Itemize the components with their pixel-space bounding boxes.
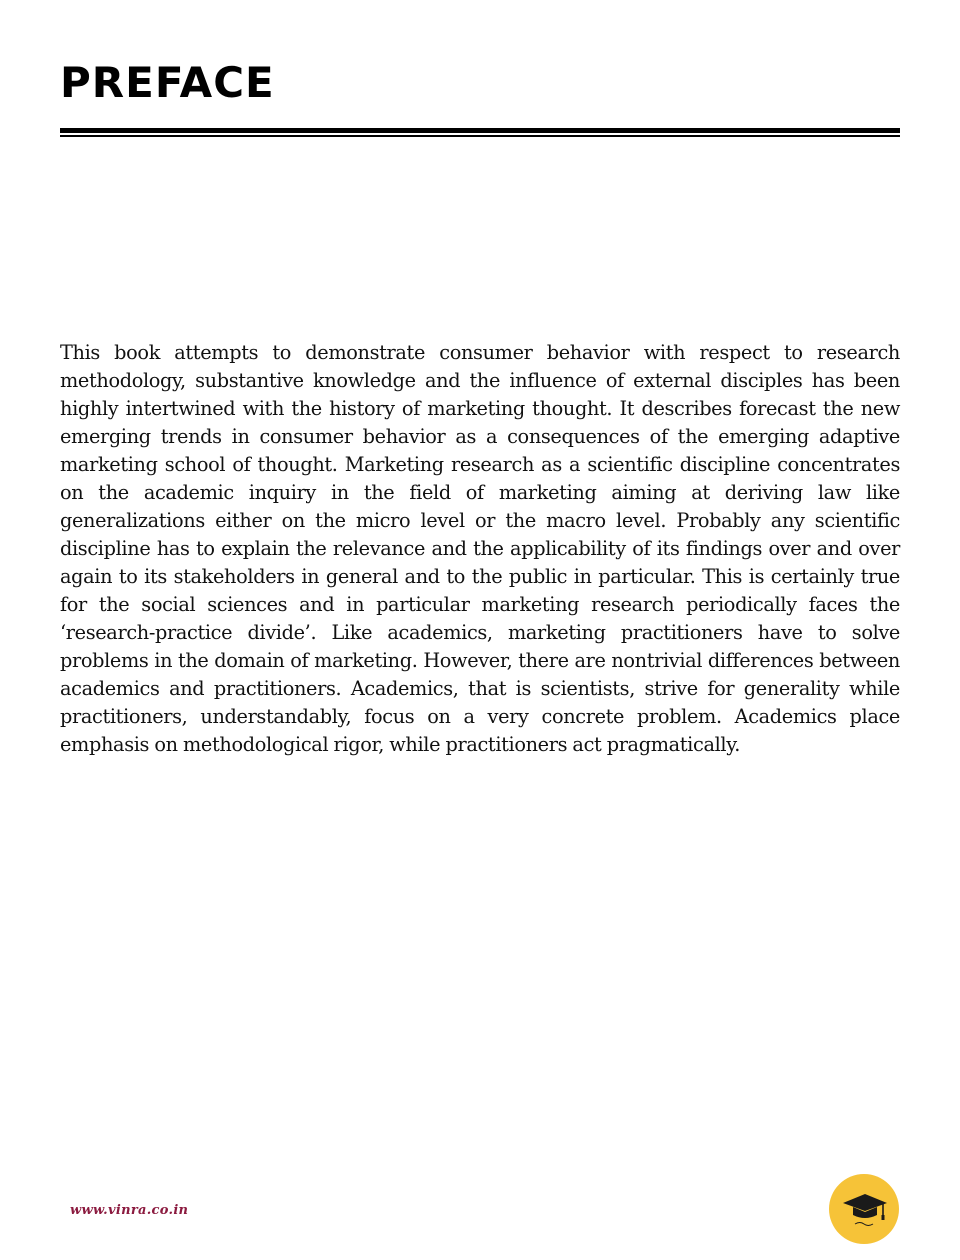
- publisher-logo: [829, 1174, 899, 1244]
- preface-paragraph: This book attempts to demonstrate consumer behavior with respect to research methodology, substantive knowledge and the influence of external disciples has been highly intertwined with the history of marketing thought. It describes forecast the new emerging trends in consumer behavior as a consequences of the emerging adaptive marketing school of thought. Marketing research as a scientific discipline concentrates on the academic inquiry in the field of marketing aiming at deriving law like generalizations either on the micro level or the macro level. Probably any scientific discipline has to explain the relevance and the applicability of its findings over and over again to its stakeholders in general and to the public in particular. This is certainly true for the social sciences and in particular marketing research periodically faces the ‘research-practice divide’. Like academics, marketing practitioners have to solve problems in the domain of marketing. However, there are nontrivial differences between academics and practitioners. Academics, that is scientists, strive for generality while practitioners, understandably, focus on a very concrete problem. Academics place emphasis on methodological rigor, while practitioners act pragmatically.: [60, 341, 900, 756]
- divider-thin-line: [60, 135, 900, 137]
- divider-thick-line: [60, 128, 900, 133]
- graduation-cap-icon: [829, 1174, 899, 1244]
- page-title: PREFACE: [60, 58, 275, 107]
- title-divider: [60, 128, 900, 138]
- footer-website-url: www.vinra.co.in: [70, 1203, 189, 1218]
